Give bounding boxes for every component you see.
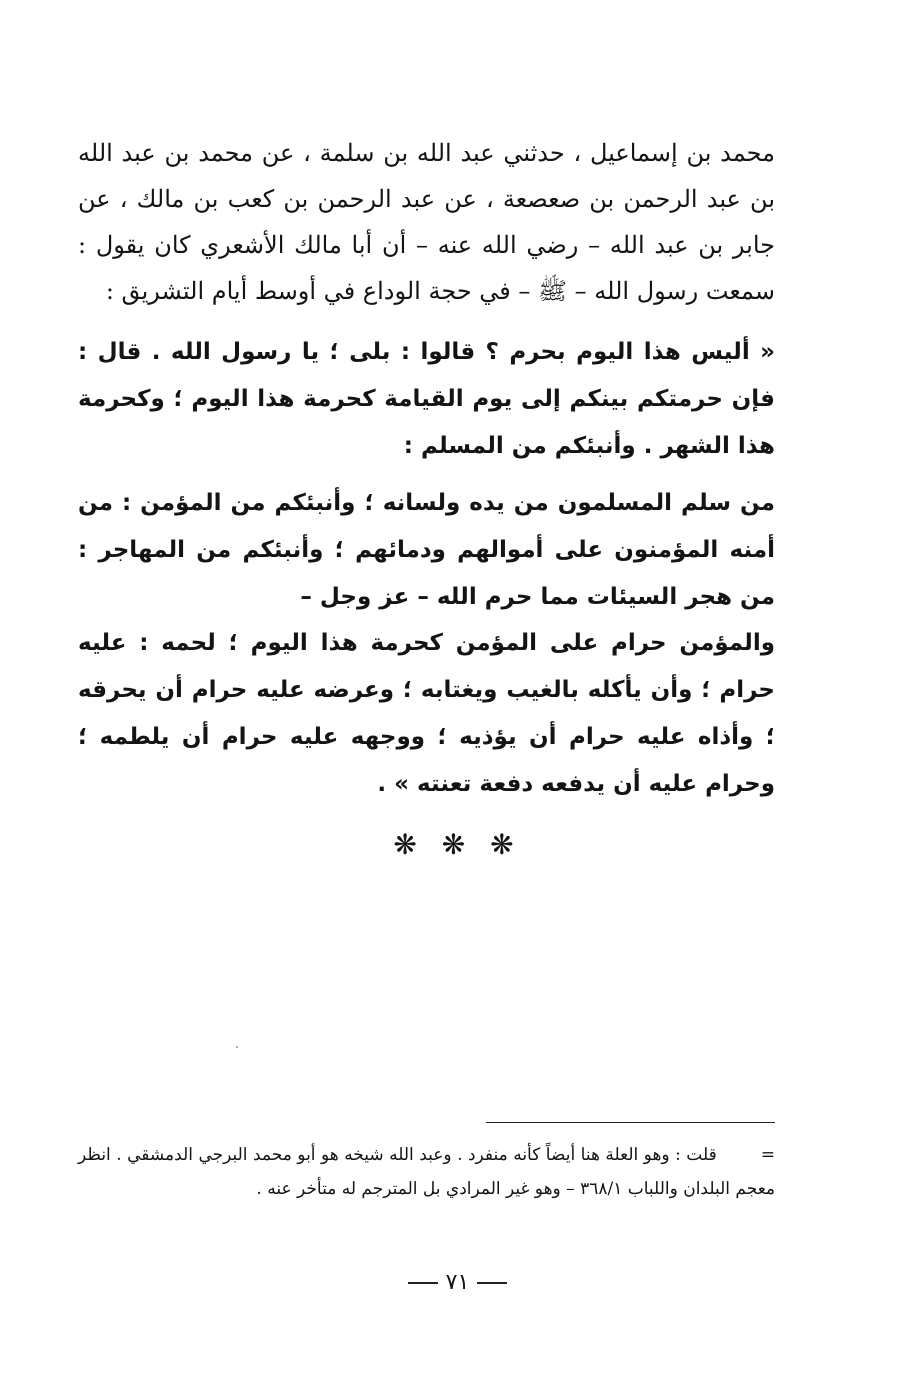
hadith-quote-paragraph-3: والمؤمن حرام على المؤمن كحرمة هذا اليوم ؛ لحمه : عليه حرام ؛ وأن يأكله بالغيب ويغتابه ؛ وعرضه عليه حرام أن يحرقه ؛ وأذاه عليه حرام أن يؤذيه ؛ ووجهه عليه حرام أن يلطمه ؛ وحرام عليه أن يدفعه دفعة تعنته » . <box>78 630 775 797</box>
footnote-text: قلت : وهو العلة هنا أيضاً كأنه منفرد . وعبد الله شيخه هو أبو محمد البرجي الدمشقي . انظر معجم البلدان واللباب ٣٦٨/١ – وهو غير المرادي بل المترجم له متأخر عنه . <box>78 1145 775 1199</box>
intro-paragraph: محمد بن إسماعيل ، حدثني عبد الله بن سلمة ، عن محمد بن عبد الله بن عبد الرحمن بن صعصعة ، عن عبد الرحمن بن كعب بن مالك ، عن جابر بن عبد الله – رضي الله عنه – أن أبا مالك الأشعري كان يقول : سمعت رسول الله – ﷺ – في حجة الوداع في أوسط أيام التشريق : <box>78 139 775 305</box>
footnote <box>78 1138 775 1206</box>
footnote-rule <box>486 1122 775 1123</box>
hadith-quote-paragraph-2: من سلم المسلمون من يده ولسانه ؛ وأنبئكم من المؤمن : من أمنه المؤمنون على أموالهم ودمائهم ؛ وأنبئكم من المهاجر : من هجر السيئات مما حرم الله – عز وجل – <box>78 490 775 610</box>
page-number: ٧١ <box>445 1270 470 1295</box>
section-separator-stars: ❋ ❋ ❋ <box>393 828 522 861</box>
hadith-quote-paragraph-1: « أليس هذا اليوم بحرم ؟ قالوا : بلى ؛ يا رسول الله . قال : فإن حرمتكم بينكم إلى يوم القيامة كحرمة هذا اليوم ؛ وكحرمة هذا الشهر . وأنبئكم من المسلم : <box>78 339 775 459</box>
page-number-row <box>0 1270 915 1295</box>
footnote-continuation-marker: = <box>760 1145 775 1165</box>
page-number-dash <box>477 1282 507 1284</box>
page-number-dash <box>408 1282 438 1284</box>
scan-speck <box>236 1046 238 1048</box>
